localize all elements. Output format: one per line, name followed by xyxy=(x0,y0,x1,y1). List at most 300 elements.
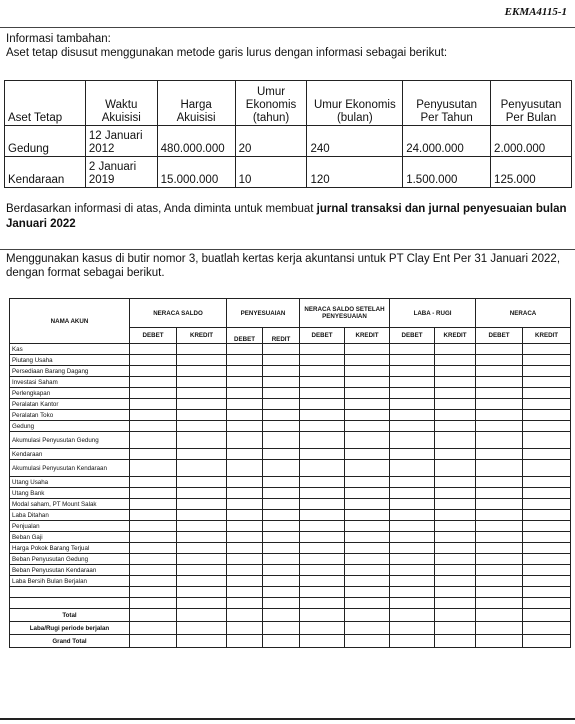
table-cell[interactable] xyxy=(345,377,390,388)
table-cell[interactable] xyxy=(263,521,300,532)
table-cell[interactable] xyxy=(435,635,476,648)
table-cell[interactable] xyxy=(435,366,476,377)
account-name: Kas xyxy=(10,344,130,355)
table-cell[interactable] xyxy=(263,377,300,388)
table-cell[interactable] xyxy=(435,388,476,399)
table-cell[interactable] xyxy=(390,399,435,410)
table-cell[interactable] xyxy=(476,410,523,421)
table-cell[interactable] xyxy=(177,377,227,388)
table-cell[interactable] xyxy=(227,399,263,410)
table-cell[interactable] xyxy=(390,587,435,598)
table-cell[interactable] xyxy=(227,521,263,532)
table-cell[interactable] xyxy=(177,510,227,521)
table-cell[interactable] xyxy=(227,355,263,366)
table-cell[interactable] xyxy=(476,532,523,543)
table-row xyxy=(10,344,571,355)
table-cell[interactable] xyxy=(177,543,227,554)
table-cell: 2.000.000 xyxy=(491,126,572,157)
table-cell[interactable] xyxy=(130,477,177,488)
table-cell[interactable] xyxy=(523,432,571,449)
table-cell: 480.000.000 xyxy=(157,126,235,157)
table-cell[interactable] xyxy=(390,410,435,421)
table-cell[interactable] xyxy=(130,366,177,377)
table-cell[interactable] xyxy=(523,460,571,477)
table-cell[interactable] xyxy=(435,576,476,587)
table-cell[interactable] xyxy=(263,388,300,399)
table-cell[interactable] xyxy=(345,499,390,510)
asset-table xyxy=(4,80,572,188)
table-cell[interactable] xyxy=(435,432,476,449)
table-cell[interactable] xyxy=(476,388,523,399)
table-cell[interactable] xyxy=(130,499,177,510)
table-cell[interactable] xyxy=(345,532,390,543)
table-cell[interactable] xyxy=(130,609,177,622)
table-cell[interactable] xyxy=(523,499,571,510)
table-row xyxy=(10,388,571,399)
table-cell[interactable] xyxy=(523,355,571,366)
table-cell[interactable] xyxy=(263,622,300,635)
table-cell[interactable] xyxy=(523,344,571,355)
table-cell[interactable] xyxy=(227,421,263,432)
group-header-neraca-saldo: NERACA SALDO xyxy=(130,299,227,328)
table-cell[interactable] xyxy=(227,609,263,622)
table-cell[interactable] xyxy=(300,543,345,554)
table-cell[interactable] xyxy=(476,377,523,388)
table-cell[interactable] xyxy=(523,635,571,648)
table-cell[interactable] xyxy=(476,488,523,499)
table-cell[interactable] xyxy=(177,576,227,587)
table-cell[interactable] xyxy=(130,554,177,565)
table-cell[interactable] xyxy=(476,609,523,622)
table-cell[interactable] xyxy=(390,421,435,432)
asset-header-cell: Umur Ekonomis (tahun) xyxy=(235,81,307,126)
debit-header: DEBET xyxy=(390,328,435,344)
table-cell[interactable] xyxy=(130,460,177,477)
asset-header-cell: Waktu Akuisisi xyxy=(85,81,157,126)
table-cell[interactable] xyxy=(263,565,300,576)
table-cell[interactable] xyxy=(177,499,227,510)
table-cell[interactable] xyxy=(227,510,263,521)
instruction-journal-text: Berdasarkan informasi di atas, Anda diminta untuk membuat xyxy=(6,203,317,215)
table-cell[interactable] xyxy=(523,598,571,609)
table-cell[interactable] xyxy=(227,499,263,510)
table-cell[interactable] xyxy=(263,488,300,499)
table-row xyxy=(10,554,571,565)
table-cell[interactable] xyxy=(177,366,227,377)
account-name: Beban Penyusutan Gedung xyxy=(10,554,130,565)
table-cell[interactable] xyxy=(300,554,345,565)
table-cell[interactable] xyxy=(177,598,227,609)
table-cell[interactable] xyxy=(227,449,263,460)
table-cell[interactable] xyxy=(390,344,435,355)
table-cell[interactable] xyxy=(435,598,476,609)
table-cell[interactable] xyxy=(130,410,177,421)
table-cell[interactable] xyxy=(390,565,435,576)
table-cell[interactable] xyxy=(390,609,435,622)
table-cell[interactable] xyxy=(523,622,571,635)
credit-header: KREDIT xyxy=(345,328,390,344)
table-cell[interactable] xyxy=(130,576,177,587)
table-cell[interactable] xyxy=(263,432,300,449)
table-cell[interactable] xyxy=(390,576,435,587)
table-cell[interactable] xyxy=(345,477,390,488)
table-cell[interactable] xyxy=(345,432,390,449)
table-cell[interactable] xyxy=(435,410,476,421)
table-cell[interactable] xyxy=(523,543,571,554)
asset-header-cell: Umur Ekonomis (bulan) xyxy=(307,81,403,126)
table-cell: 1.500.000 xyxy=(403,157,491,188)
table-cell[interactable] xyxy=(476,399,523,410)
table-cell[interactable] xyxy=(390,635,435,648)
table-cell[interactable] xyxy=(435,344,476,355)
table-cell[interactable] xyxy=(227,543,263,554)
info-heading: Informasi tambahan: xyxy=(6,33,111,45)
table-cell[interactable] xyxy=(390,598,435,609)
table-cell[interactable] xyxy=(476,477,523,488)
table-cell[interactable] xyxy=(177,410,227,421)
table-cell[interactable] xyxy=(227,410,263,421)
table-cell[interactable] xyxy=(177,554,227,565)
table-cell[interactable] xyxy=(263,399,300,410)
table-cell[interactable] xyxy=(476,598,523,609)
table-cell[interactable] xyxy=(390,532,435,543)
table-cell: 15.000.000 xyxy=(157,157,235,188)
table-cell[interactable] xyxy=(263,421,300,432)
table-cell[interactable] xyxy=(300,622,345,635)
table-cell[interactable] xyxy=(300,388,345,399)
table-cell[interactable] xyxy=(177,609,227,622)
table-cell[interactable] xyxy=(390,499,435,510)
table-cell[interactable] xyxy=(263,635,300,648)
table-cell[interactable] xyxy=(300,449,345,460)
table-cell[interactable] xyxy=(435,609,476,622)
table-cell[interactable] xyxy=(435,377,476,388)
table-cell xyxy=(10,598,130,609)
table-cell[interactable] xyxy=(476,510,523,521)
table-cell[interactable] xyxy=(177,432,227,449)
table-cell[interactable] xyxy=(476,344,523,355)
table-cell[interactable] xyxy=(476,421,523,432)
table-cell[interactable] xyxy=(435,521,476,532)
table-cell[interactable] xyxy=(130,565,177,576)
table-cell[interactable] xyxy=(345,543,390,554)
table-cell[interactable] xyxy=(523,449,571,460)
table-cell[interactable] xyxy=(345,399,390,410)
table-cell[interactable] xyxy=(177,421,227,432)
table-cell[interactable] xyxy=(435,449,476,460)
table-cell[interactable] xyxy=(435,554,476,565)
table-cell[interactable] xyxy=(523,388,571,399)
table-cell[interactable] xyxy=(345,635,390,648)
table-cell[interactable] xyxy=(390,460,435,477)
table-cell[interactable] xyxy=(130,532,177,543)
table-cell[interactable] xyxy=(227,366,263,377)
table-cell[interactable] xyxy=(300,421,345,432)
table-cell[interactable] xyxy=(130,622,177,635)
table-cell[interactable] xyxy=(130,587,177,598)
table-cell[interactable] xyxy=(263,576,300,587)
table-cell[interactable] xyxy=(227,344,263,355)
asset-header-cell: Aset Tetap xyxy=(5,81,86,126)
table-cell[interactable] xyxy=(435,421,476,432)
table-cell[interactable] xyxy=(523,366,571,377)
table-cell[interactable] xyxy=(300,609,345,622)
table-cell[interactable] xyxy=(177,587,227,598)
table-cell[interactable] xyxy=(300,355,345,366)
table-cell[interactable] xyxy=(435,532,476,543)
table-row xyxy=(10,399,571,410)
table-cell[interactable] xyxy=(177,622,227,635)
table-cell[interactable] xyxy=(390,622,435,635)
table-cell[interactable] xyxy=(177,477,227,488)
account-name: Penjualan xyxy=(10,521,130,532)
table-cell[interactable] xyxy=(345,609,390,622)
table-cell[interactable] xyxy=(300,432,345,449)
table-cell[interactable] xyxy=(476,543,523,554)
table-cell[interactable] xyxy=(227,432,263,449)
table-cell[interactable] xyxy=(130,377,177,388)
table-cell[interactable] xyxy=(300,377,345,388)
table-cell[interactable] xyxy=(345,554,390,565)
table-cell[interactable] xyxy=(227,576,263,587)
period-profit-row xyxy=(10,622,571,635)
table-cell[interactable] xyxy=(227,554,263,565)
table-cell[interactable] xyxy=(476,366,523,377)
table-cell[interactable] xyxy=(345,421,390,432)
table-cell[interactable] xyxy=(345,510,390,521)
table-cell[interactable] xyxy=(130,598,177,609)
table-cell[interactable] xyxy=(177,449,227,460)
instruction-worksheet: Menggunakan kasus di butir nomor 3, buatlah kertas kerja akuntansi untuk PT Clay Ent Per 31 Januari 2022, dengan format sebagai berikut. xyxy=(6,253,561,279)
table-cell[interactable] xyxy=(263,543,300,554)
table-cell[interactable] xyxy=(390,488,435,499)
table-row xyxy=(10,521,571,532)
table-cell[interactable] xyxy=(345,488,390,499)
table-cell[interactable] xyxy=(300,460,345,477)
table-cell[interactable] xyxy=(523,477,571,488)
table-cell[interactable] xyxy=(523,609,571,622)
table-cell[interactable] xyxy=(300,410,345,421)
table-cell[interactable] xyxy=(345,576,390,587)
table-cell[interactable] xyxy=(390,521,435,532)
table-cell[interactable] xyxy=(130,432,177,449)
table-cell[interactable] xyxy=(300,635,345,648)
grand-total-row-label: Grand Total xyxy=(10,635,130,648)
table-cell[interactable] xyxy=(300,399,345,410)
table-cell[interactable] xyxy=(263,598,300,609)
table-cell[interactable] xyxy=(177,635,227,648)
table-cell[interactable] xyxy=(435,488,476,499)
table-cell[interactable] xyxy=(523,532,571,543)
table-cell[interactable] xyxy=(263,477,300,488)
table-cell[interactable] xyxy=(300,344,345,355)
table-cell[interactable] xyxy=(130,355,177,366)
table-cell[interactable] xyxy=(177,488,227,499)
table-cell[interactable] xyxy=(435,543,476,554)
table-cell[interactable] xyxy=(476,554,523,565)
table-cell[interactable] xyxy=(390,355,435,366)
table-cell[interactable] xyxy=(390,388,435,399)
table-cell[interactable] xyxy=(130,635,177,648)
table-cell[interactable] xyxy=(263,499,300,510)
table-cell[interactable] xyxy=(345,622,390,635)
instruction-journal xyxy=(6,202,572,232)
table-cell[interactable] xyxy=(263,532,300,543)
table-cell[interactable] xyxy=(476,565,523,576)
table-cell[interactable] xyxy=(523,410,571,421)
table-cell[interactable] xyxy=(300,598,345,609)
table-cell[interactable] xyxy=(345,565,390,576)
table-cell[interactable] xyxy=(300,366,345,377)
table-cell[interactable] xyxy=(227,488,263,499)
table-cell[interactable] xyxy=(300,576,345,587)
table-cell[interactable] xyxy=(523,521,571,532)
account-name: Laba Ditahan xyxy=(10,510,130,521)
section-divider xyxy=(0,249,575,250)
table-cell[interactable] xyxy=(476,622,523,635)
table-cell[interactable] xyxy=(435,460,476,477)
table-cell[interactable] xyxy=(227,532,263,543)
table-cell[interactable] xyxy=(476,635,523,648)
table-cell[interactable] xyxy=(177,460,227,477)
table-row xyxy=(5,157,572,188)
table-cell[interactable] xyxy=(390,366,435,377)
table-cell[interactable] xyxy=(435,399,476,410)
table-cell[interactable] xyxy=(523,576,571,587)
table-cell[interactable] xyxy=(263,510,300,521)
table-cell[interactable] xyxy=(263,460,300,477)
table-cell[interactable] xyxy=(177,565,227,576)
table-cell[interactable] xyxy=(263,449,300,460)
table-cell[interactable] xyxy=(390,449,435,460)
table-cell[interactable] xyxy=(263,554,300,565)
table-cell[interactable] xyxy=(130,521,177,532)
table-row xyxy=(10,449,571,460)
table-cell[interactable] xyxy=(263,344,300,355)
table-cell[interactable] xyxy=(227,377,263,388)
total-row xyxy=(10,609,571,622)
table-cell[interactable] xyxy=(300,565,345,576)
account-name: Akumulasi Penyusutan Gedung xyxy=(10,432,130,449)
table-cell[interactable] xyxy=(300,587,345,598)
table-cell[interactable] xyxy=(435,510,476,521)
table-cell[interactable] xyxy=(130,449,177,460)
table-cell[interactable] xyxy=(345,355,390,366)
asset-table-header xyxy=(5,81,572,126)
table-cell[interactable] xyxy=(300,510,345,521)
table-cell[interactable] xyxy=(227,477,263,488)
table-cell[interactable] xyxy=(523,399,571,410)
table-cell[interactable] xyxy=(435,355,476,366)
table-cell[interactable] xyxy=(263,410,300,421)
table-cell[interactable] xyxy=(523,421,571,432)
table-cell[interactable] xyxy=(177,388,227,399)
table-cell[interactable] xyxy=(523,510,571,521)
table-cell[interactable] xyxy=(476,499,523,510)
table-cell[interactable] xyxy=(130,510,177,521)
table-cell[interactable] xyxy=(130,421,177,432)
table-cell[interactable] xyxy=(227,587,263,598)
account-column-header: NAMA AKUN xyxy=(10,299,130,344)
table-cell[interactable] xyxy=(476,460,523,477)
table-cell[interactable] xyxy=(345,521,390,532)
table-cell[interactable] xyxy=(476,576,523,587)
table-cell[interactable] xyxy=(263,366,300,377)
table-cell[interactable] xyxy=(476,432,523,449)
instruction-journal-bold: jurnal transaksi dan jurnal penyesuaian bulan Januari 2022 xyxy=(6,203,567,230)
table-cell[interactable] xyxy=(435,587,476,598)
table-cell[interactable] xyxy=(263,609,300,622)
table-cell[interactable] xyxy=(523,587,571,598)
table-cell[interactable] xyxy=(227,598,263,609)
table-cell[interactable] xyxy=(390,377,435,388)
table-cell[interactable] xyxy=(345,344,390,355)
table-cell[interactable] xyxy=(390,543,435,554)
table-cell[interactable] xyxy=(130,543,177,554)
table-cell[interactable] xyxy=(435,565,476,576)
table-cell[interactable] xyxy=(130,399,177,410)
table-cell[interactable] xyxy=(300,521,345,532)
table-cell[interactable] xyxy=(263,587,300,598)
table-cell[interactable] xyxy=(300,477,345,488)
table-cell[interactable] xyxy=(345,410,390,421)
table-cell[interactable] xyxy=(390,477,435,488)
table-cell[interactable] xyxy=(345,388,390,399)
table-cell[interactable] xyxy=(390,554,435,565)
table-cell[interactable] xyxy=(523,488,571,499)
account-name: Laba Bersih Bulan Berjalan xyxy=(10,576,130,587)
table-cell[interactable] xyxy=(227,622,263,635)
table-cell[interactable] xyxy=(345,449,390,460)
table-cell[interactable] xyxy=(130,388,177,399)
table-cell[interactable] xyxy=(177,521,227,532)
table-cell[interactable] xyxy=(435,499,476,510)
table-cell[interactable] xyxy=(345,366,390,377)
account-name: Beban Penyusutan Kendaraan xyxy=(10,565,130,576)
table-row xyxy=(10,488,571,499)
table-cell[interactable] xyxy=(177,355,227,366)
table-cell[interactable] xyxy=(227,565,263,576)
table-cell[interactable] xyxy=(390,432,435,449)
table-cell[interactable] xyxy=(476,587,523,598)
table-cell[interactable] xyxy=(523,554,571,565)
table-cell[interactable] xyxy=(263,355,300,366)
table-cell[interactable] xyxy=(476,449,523,460)
table-cell[interactable] xyxy=(300,532,345,543)
table-cell[interactable] xyxy=(345,598,390,609)
table-cell[interactable] xyxy=(227,388,263,399)
table-cell[interactable] xyxy=(177,532,227,543)
table-cell[interactable] xyxy=(300,488,345,499)
table-cell[interactable] xyxy=(345,587,390,598)
table-cell[interactable] xyxy=(390,510,435,521)
table-cell[interactable] xyxy=(227,635,263,648)
table-cell[interactable] xyxy=(130,344,177,355)
table-cell[interactable] xyxy=(476,355,523,366)
table-cell[interactable] xyxy=(227,460,263,477)
table-cell[interactable] xyxy=(177,399,227,410)
table-cell[interactable] xyxy=(435,622,476,635)
table-cell[interactable] xyxy=(345,460,390,477)
table-row xyxy=(10,510,571,521)
table-cell[interactable] xyxy=(177,344,227,355)
table-cell[interactable] xyxy=(523,565,571,576)
table-cell[interactable] xyxy=(130,488,177,499)
table-cell[interactable] xyxy=(435,477,476,488)
table-cell[interactable] xyxy=(300,499,345,510)
table-cell[interactable] xyxy=(523,377,571,388)
table-cell[interactable] xyxy=(476,521,523,532)
